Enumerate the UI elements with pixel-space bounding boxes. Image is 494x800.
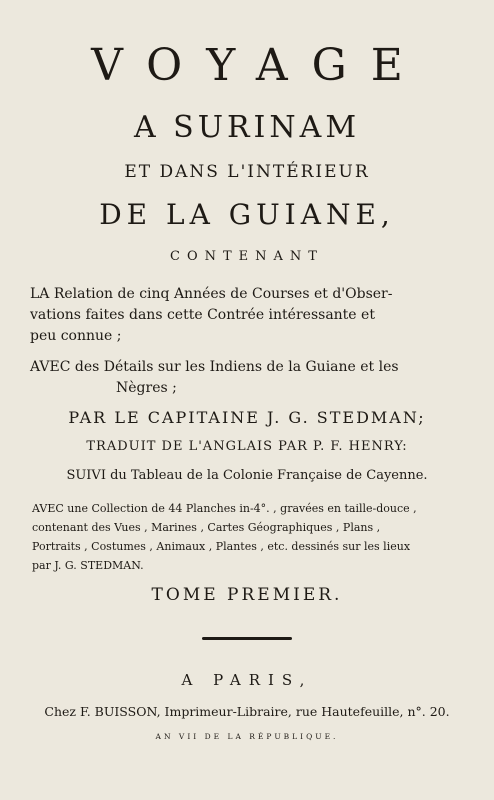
title-voyage: VOYAGE bbox=[91, 40, 427, 91]
collection-line-1: AVEC une Collection de 44 Planches in-4°. , gravées en taille-douce , bbox=[32, 502, 417, 515]
author-line: PAR LE CAPITAINE J. G. STEDMAN; bbox=[68, 408, 426, 427]
date-line: AN VII DE LA RÉPUBLIQUE. bbox=[155, 732, 339, 741]
contenant-heading: CONTENANT bbox=[170, 249, 324, 264]
suivi-line: SUIVI du Tableau de la Colonie Française de Cayenne. bbox=[66, 468, 428, 483]
details-line-2: Nègres ; bbox=[116, 380, 177, 396]
tome-line: TOME PREMIER. bbox=[151, 585, 343, 605]
collection-line-2: contenant des Vues , Marines , Cartes Géographiques , Plans , bbox=[32, 521, 381, 534]
relation-line-3: peu connue ; bbox=[30, 328, 122, 344]
collection-line-3: Portraits , Costumes , Animaux , Plantes , etc. dessinés sur les lieux bbox=[32, 540, 411, 553]
relation-line-1: LA Relation de cinq Années de Courses et d'Obser- bbox=[30, 286, 393, 302]
title-guiane: DE LA GUIANE, bbox=[99, 198, 395, 231]
title-interieur: ET DANS L'INTÉRIEUR bbox=[124, 162, 370, 182]
title-surinam: A SURINAM bbox=[133, 110, 361, 145]
collection-line-4: par J. G. STEDMAN. bbox=[32, 559, 144, 572]
translator-line: TRADUIT DE L'ANGLAIS PAR P. F. HENRY: bbox=[86, 439, 408, 454]
ornamental-rule bbox=[202, 637, 292, 640]
publisher-line: Chez F. BUISSON, Imprimeur-Libraire, rue Hautefeuille, n°. 20. bbox=[44, 704, 450, 719]
city-line: A PARIS, bbox=[181, 671, 313, 689]
details-line-1: AVEC des Détails sur les Indiens de la Guiane et les bbox=[30, 359, 399, 375]
relation-line-2: vations faites dans cette Contrée intéressante et bbox=[30, 307, 375, 323]
